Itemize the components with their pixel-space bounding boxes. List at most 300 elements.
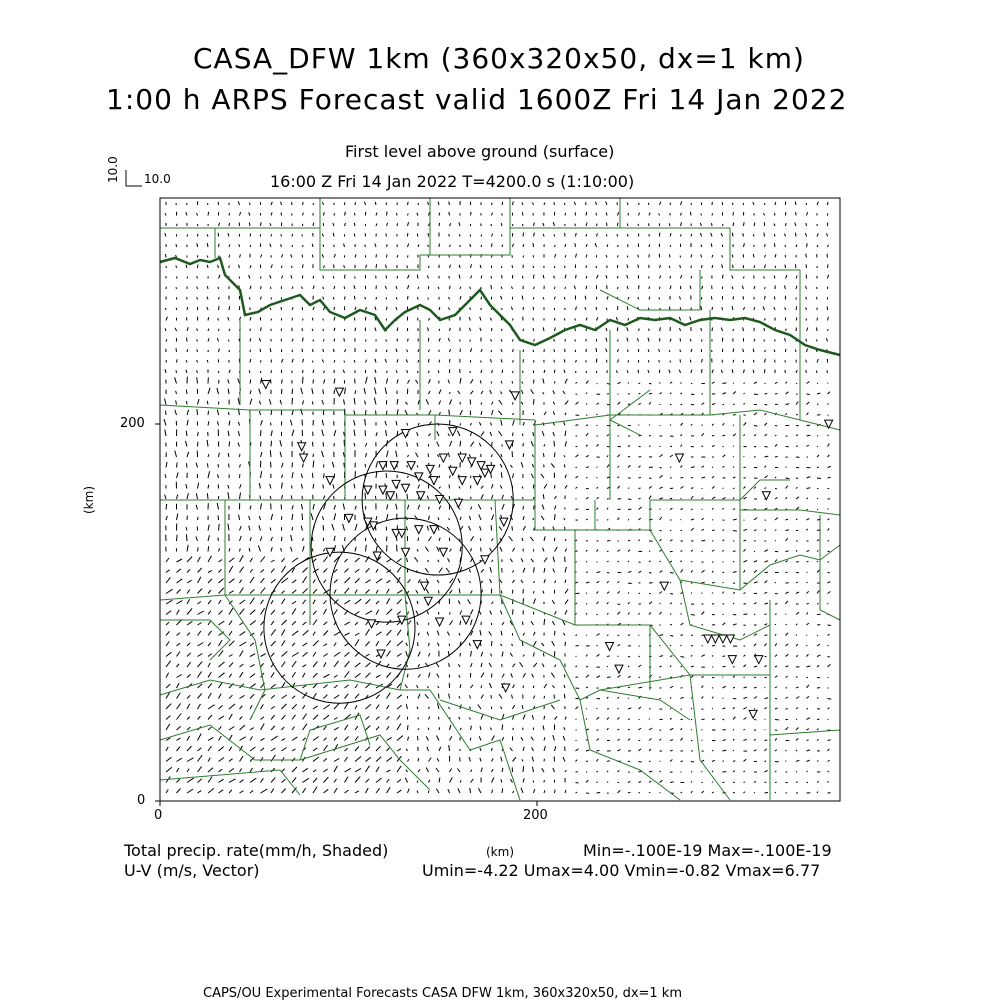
wind-vector [618, 604, 621, 605]
wind-vector [649, 781, 651, 782]
wind-vector [628, 792, 630, 793]
wind-vector [366, 641, 370, 646]
wind-vector [344, 265, 345, 268]
wind-vector [345, 275, 346, 279]
wind-vector [554, 276, 555, 279]
wind-vector [828, 444, 830, 447]
wind-vector [177, 693, 181, 699]
wind-vector [712, 645, 715, 646]
wind-vector [312, 255, 313, 258]
wind-vector [744, 718, 747, 720]
wind-vector [775, 530, 776, 531]
wind-vector [439, 694, 440, 699]
wind-vector [733, 348, 734, 352]
wind-vector [691, 349, 692, 352]
wind-vector [471, 726, 472, 730]
wind-vector [271, 297, 272, 299]
vector-key-icon [126, 170, 142, 186]
wind-vector [531, 441, 534, 446]
wind-vector [544, 684, 547, 688]
wind-vector [270, 528, 271, 531]
wind-vector [712, 792, 714, 793]
wind-vector [564, 203, 565, 205]
wind-vector [744, 529, 748, 530]
wind-vector [492, 234, 493, 237]
wind-vector [597, 792, 601, 793]
wind-vector [407, 558, 408, 562]
wind-vector [628, 540, 630, 541]
wind-vector [660, 603, 661, 604]
wind-vector [681, 498, 682, 499]
wind-vector [355, 328, 356, 331]
wind-vector [471, 423, 472, 425]
wind-vector [564, 685, 565, 688]
wind-vector [649, 771, 652, 772]
wind-vector [513, 570, 514, 572]
wind-vector [408, 737, 409, 741]
wind-vector [177, 747, 181, 751]
wind-vector [375, 496, 376, 499]
wind-vector [617, 234, 618, 237]
wind-vector [522, 538, 523, 541]
wind-vector [513, 349, 514, 352]
wind-vector [817, 404, 818, 405]
wind-vector [396, 286, 397, 289]
wind-vector [555, 514, 556, 520]
wind-vector [240, 580, 242, 584]
wind-vector [628, 613, 630, 615]
wind-vector [387, 451, 389, 457]
wind-vector [187, 545, 188, 552]
wind-vector [229, 768, 234, 772]
wind-vector [217, 421, 218, 425]
wind-vector [397, 736, 403, 741]
wind-vector [480, 380, 481, 383]
wind-vector [543, 494, 544, 499]
wind-vector [366, 545, 367, 552]
wind-vector [324, 474, 325, 479]
wind-vector [418, 360, 419, 363]
station-marker-icon [458, 454, 466, 462]
wind-vector [628, 739, 630, 741]
wind-vector [449, 256, 450, 258]
wind-vector [344, 361, 345, 363]
wind-vector [259, 525, 261, 530]
wind-vector [796, 592, 799, 594]
wind-vector [586, 328, 587, 331]
wind-vector [702, 403, 705, 405]
wind-vector [489, 631, 492, 635]
wind-vector [387, 630, 392, 635]
wind-vector [754, 781, 756, 782]
wind-vector [345, 768, 351, 772]
wind-vector [723, 592, 724, 594]
wind-vector [354, 398, 355, 405]
wind-vector [187, 557, 192, 562]
wind-vector [208, 727, 212, 730]
wind-vector [259, 411, 260, 415]
wind-vector [471, 212, 472, 216]
wind-vector [449, 202, 450, 205]
wind-vector [828, 781, 829, 782]
wind-vector [597, 739, 599, 741]
wind-vector [417, 465, 418, 467]
wind-vector [407, 494, 408, 499]
wind-vector [292, 514, 293, 520]
wind-vector [355, 622, 358, 625]
wind-vector [702, 339, 703, 341]
wind-vector [542, 505, 544, 510]
wind-vector [796, 328, 797, 332]
wind-vector [207, 286, 208, 289]
wind-vector [260, 401, 261, 405]
wind-vector [303, 245, 304, 247]
wind-vector [681, 561, 682, 562]
wind-vector [450, 621, 453, 626]
wind-vector [271, 379, 272, 383]
wind-vector [523, 778, 524, 782]
wind-vector [576, 677, 579, 678]
wind-vector [639, 488, 641, 489]
wind-vector [271, 423, 272, 426]
wind-vector [240, 695, 245, 698]
wind-vector [681, 728, 683, 730]
wind-vector [765, 740, 768, 741]
wind-vector [198, 611, 204, 615]
wind-vector [660, 498, 664, 499]
wind-vector [660, 612, 662, 615]
wind-vector [166, 757, 171, 761]
wind-vector [817, 590, 819, 593]
wind-vector [744, 782, 745, 783]
wind-vector [521, 737, 523, 740]
wind-vector [712, 307, 713, 310]
wind-vector [250, 705, 252, 709]
wind-vector [534, 360, 535, 362]
wind-vector [302, 496, 303, 499]
wind-vector [166, 622, 169, 625]
wind-vector [542, 664, 544, 668]
wind-vector [207, 265, 208, 268]
wind-vector [471, 442, 474, 447]
wind-vector [501, 644, 503, 646]
wind-vector [502, 504, 504, 509]
wind-vector [198, 432, 199, 436]
county-line [595, 500, 840, 530]
wind-vector [723, 656, 726, 657]
wind-vector [534, 581, 535, 583]
wind-vector [439, 778, 440, 783]
wind-vector [491, 654, 492, 657]
wind-vector [177, 714, 182, 720]
wind-vector [208, 329, 209, 331]
station-marker-icon [749, 710, 757, 718]
wind-vector [691, 791, 692, 793]
wind-vector [481, 581, 483, 583]
wind-vector [217, 410, 218, 415]
wind-vector [586, 687, 588, 688]
wind-vector [775, 655, 777, 657]
wind-vector [690, 286, 691, 289]
wind-vector [450, 778, 453, 783]
wind-vector [261, 452, 263, 457]
wind-vector [334, 661, 339, 667]
wind-vector [691, 370, 692, 373]
wind-vector [187, 234, 188, 236]
wind-vector [555, 453, 556, 458]
wind-vector [828, 634, 830, 635]
wind-vector [565, 441, 567, 446]
wind-vector [166, 716, 170, 720]
wind-vector [807, 394, 810, 395]
wind-vector [754, 530, 757, 531]
wind-vector [177, 779, 181, 783]
wind-vector [355, 639, 359, 646]
wind-vector [175, 328, 176, 331]
wind-vector [574, 286, 575, 289]
wind-vector [492, 736, 495, 741]
wind-vector [282, 578, 288, 583]
wind-vector [828, 603, 829, 604]
wind-vector [334, 254, 335, 257]
wind-vector [271, 715, 275, 719]
wind-vector [355, 254, 356, 257]
wind-vector [565, 600, 568, 604]
wind-vector [607, 666, 608, 667]
wind-vector [522, 296, 523, 300]
wind-vector [322, 420, 323, 426]
wind-vector [437, 442, 439, 447]
wind-vector [354, 296, 355, 300]
wind-vector [522, 203, 523, 206]
wind-vector [240, 464, 241, 467]
wind-vector [555, 328, 556, 332]
wind-vector [742, 286, 743, 289]
wind-vector [754, 792, 755, 793]
wind-vector [418, 694, 420, 699]
wind-vector [280, 452, 281, 457]
wind-vector [436, 768, 439, 772]
wind-vector [470, 287, 471, 289]
wind-vector [292, 737, 297, 741]
wind-vector [702, 477, 706, 478]
wind-vector [229, 674, 232, 678]
wind-vector [491, 285, 492, 289]
wind-vector [459, 696, 460, 699]
wind-vector [417, 443, 418, 447]
wind-vector [817, 739, 819, 740]
wind-vector [555, 506, 556, 510]
wind-vector [618, 717, 620, 719]
wind-vector [271, 755, 275, 762]
wind-vector [702, 498, 704, 499]
wind-vector [754, 750, 757, 751]
wind-vector [551, 673, 554, 678]
wind-vector [313, 307, 314, 310]
wind-vector [786, 404, 790, 405]
wind-vector [563, 391, 565, 394]
wind-vector [723, 740, 726, 741]
wind-vector [437, 455, 439, 457]
wind-vector [313, 484, 314, 489]
wind-vector [555, 790, 556, 793]
wind-vector [250, 621, 256, 626]
wind-vector [817, 665, 819, 667]
wind-vector [238, 398, 240, 405]
wind-vector [691, 528, 694, 530]
wind-vector [186, 527, 187, 530]
wind-vector [701, 214, 702, 216]
wind-vector [313, 611, 317, 615]
wind-vector [765, 761, 767, 762]
wind-vector [806, 307, 807, 310]
wind-vector [775, 202, 776, 205]
wind-vector [186, 390, 187, 394]
wind-vector [324, 695, 328, 699]
wind-vector [796, 656, 798, 657]
wind-vector [555, 254, 556, 258]
wind-vector [187, 452, 189, 457]
wind-vector [387, 705, 390, 709]
wind-vector [198, 755, 203, 761]
wind-vector [502, 737, 504, 740]
wind-vector [775, 508, 777, 509]
wind-vector [523, 453, 524, 457]
wind-vector [490, 728, 491, 730]
wind-vector [238, 442, 240, 446]
wind-vector [754, 739, 756, 740]
wind-vector [186, 441, 188, 447]
wind-vector [292, 398, 293, 405]
wind-vector [681, 635, 683, 636]
wind-vector [501, 223, 502, 226]
wind-vector [828, 699, 832, 700]
wind-vector [502, 245, 503, 248]
wind-vector [376, 641, 379, 646]
wind-vector [691, 276, 692, 279]
wind-vector [785, 370, 786, 373]
wind-vector [513, 791, 514, 793]
wind-vector [639, 687, 643, 688]
wind-vector [418, 287, 419, 289]
wind-vector [660, 561, 661, 562]
wind-vector [786, 519, 788, 520]
wind-vector [292, 527, 293, 531]
wind-vector [786, 676, 788, 677]
wind-vector [596, 213, 597, 216]
wind-vector [428, 202, 429, 205]
wind-vector [416, 611, 418, 615]
wind-vector [354, 420, 355, 425]
wind-vector [712, 708, 713, 709]
wind-vector [457, 431, 460, 436]
wind-vector [208, 471, 210, 478]
wind-vector [660, 327, 661, 331]
wind-vector [303, 568, 308, 573]
wind-vector [765, 687, 766, 688]
station-marker-icon [726, 635, 734, 643]
wind-vector [334, 317, 335, 321]
wind-vector [555, 547, 558, 552]
wind-vector [301, 474, 302, 478]
wind-vector [639, 793, 640, 794]
wind-vector [691, 697, 692, 698]
wind-vector [796, 497, 799, 499]
wind-vector [208, 746, 212, 751]
wind-vector [344, 338, 345, 341]
wind-vector [198, 734, 202, 741]
wind-vector [542, 768, 544, 772]
wind-vector [733, 792, 735, 793]
wind-vector [387, 641, 391, 646]
wind-vector [660, 550, 662, 552]
wind-vector [376, 632, 382, 636]
wind-vector [774, 243, 775, 247]
wind-vector [250, 577, 254, 583]
y-tick-label-200: 200 [120, 416, 145, 431]
wind-vector [269, 399, 271, 404]
wind-vector [303, 778, 309, 782]
wind-vector [396, 349, 397, 352]
wind-vector [597, 508, 599, 510]
wind-vector [775, 708, 778, 709]
wind-vector [437, 758, 439, 761]
wind-vector [817, 478, 821, 479]
wind-vector [197, 360, 198, 363]
wind-vector [334, 379, 335, 384]
wind-vector [271, 778, 275, 783]
wind-vector [586, 740, 588, 741]
wind-vector [208, 590, 211, 594]
wind-vector [828, 708, 830, 709]
wind-vector [765, 287, 766, 289]
wind-vector [198, 602, 202, 605]
wind-vector [292, 609, 296, 615]
wind-vector [312, 537, 313, 541]
wind-vector [219, 779, 224, 782]
wind-vector [271, 621, 274, 625]
wind-vector [597, 403, 599, 405]
wind-vector [229, 370, 230, 373]
wind-vector [219, 736, 222, 740]
wind-vector [627, 338, 628, 342]
wind-vector [807, 771, 808, 772]
wind-vector [523, 526, 526, 530]
wind-vector [628, 318, 629, 320]
wind-vector [733, 434, 736, 436]
wind-vector [817, 604, 819, 605]
wind-vector [313, 673, 317, 677]
wind-vector [691, 635, 693, 636]
station-marker-icon [373, 552, 381, 560]
wind-vector [386, 234, 387, 237]
wind-vector [198, 654, 203, 657]
wind-vector [586, 404, 587, 405]
wind-vector [324, 631, 328, 636]
wind-vector [628, 499, 631, 500]
wind-vector [271, 684, 276, 688]
wind-vector [764, 213, 765, 215]
wind-vector [438, 526, 439, 531]
wind-vector [177, 559, 183, 562]
wind-vector [460, 287, 461, 289]
wind-vector [553, 557, 554, 562]
wind-vector [828, 403, 829, 404]
wind-vector [355, 726, 358, 730]
wind-vector [565, 610, 567, 614]
wind-vector [765, 296, 766, 300]
wind-vector [618, 697, 619, 699]
